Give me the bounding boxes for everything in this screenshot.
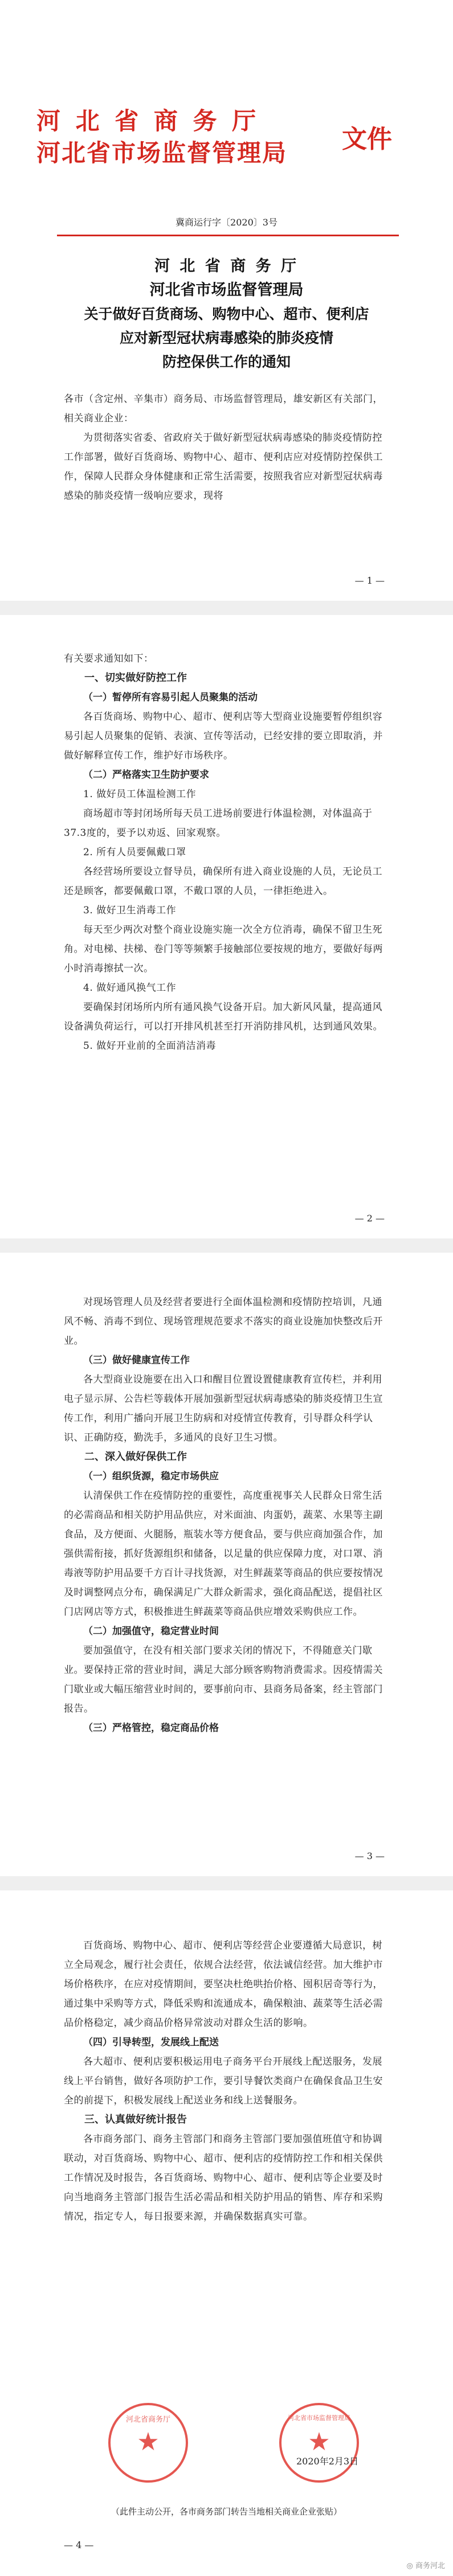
paragraph: 百货商场、购物中心、超市、便利店等经营企业要遵循大局意识，树立全局观念，履行社会责任，依规合法经营，依法诚信经营。加大维护市场价格秩序，在应对疫情期间，要坚决杜绝哄抬价格、囤积居奇等行为，通过集中采购等方式，降低采购和流通成本，确保粮油、蔬菜等生活必需品价格稳定，减少商品价格异常波动对群众生活的影响。 — [64, 1940, 383, 2029]
intro-paragraph: 为贯彻落实省委、省政府关于做好新型冠状病毒感染的肺炎疫情防控工作部署，做好百货商场、购物中心、超市、便利店应对疫情防控保供工作，保障人民群众身体健康和正常生活需要，按照我省应对新型冠状病毒感染的肺炎疫情一级响应要求，现将 — [64, 432, 383, 502]
title-line-5: 防控保供工作的通知 — [162, 354, 291, 370]
official-seal-left — [108, 2403, 188, 2483]
document-number: 冀商运行字〔2020〕3号 — [176, 217, 277, 228]
subsection-heading: （二）加强值守，稳定营业时间 — [83, 1626, 219, 1637]
issuer-org-line-1: 河 北 省 商 务 厅 — [36, 107, 260, 135]
paragraph: 商场超市等封闭场所每天员工进场前要进行体温检测，对体温高于37.3度的，要予以劝返、回家观察。 — [64, 808, 373, 839]
page-1-body — [64, 389, 391, 506]
page-4-body — [64, 1936, 391, 2226]
page-2-body — [64, 649, 391, 1056]
paragraph: 认清保供工作在疫情防控的重要性，高度重视事关人民群众日常生活的必需商品和相关防护用品供应，对米面油、肉蛋奶，蔬菜、水果等主副食品，及方便面、火腿肠，瓶装水等方便食品，要与供应商加强合作，加强供需衔接，抓好货源组织和储备，以足量的供应保障力度，对口罩、消毒液等防护用品要千方百计寻找货源，对生鲜蔬菜等商品的供应要按情况及时调整网点分布，确保满足广大群众新需求，强化商品配送，提倡社区门店网店等方式，积极推进生鲜蔬菜等商品供应增效采购供应工作。 — [64, 1490, 383, 1618]
subsection-heading: （三）严格管控，稳定商品价格 — [83, 1722, 219, 1734]
issue-date: 2020年2月3日 — [296, 2456, 359, 2467]
paragraph: 要确保封闭场所内所有通风换气设备开启。加大新风风量，提高通风设备满负荷运行，可以打开排风机甚至打开消防排风机，达到通风效果。 — [64, 1002, 383, 1032]
section-heading: 一、切实做好防控工作 — [84, 672, 187, 684]
item-heading: 3. 做好卫生消毒工作 — [83, 905, 177, 916]
page-gap — [0, 601, 453, 615]
item-heading: 5. 做好开业前的全面消洁消毒 — [83, 1040, 217, 1052]
item-heading: 4. 做好通风换气工作 — [83, 982, 177, 994]
page-gap — [0, 1876, 453, 1890]
page-4 — [0, 1890, 453, 2576]
seal-left-text: 河北省商务厅 — [125, 2415, 170, 2424]
star-icon: ★ — [308, 2427, 330, 2456]
paragraph: 各大超市、便利店要积极运用电子商务平台开展线上配送服务，发展线上平台销售，做好各项防护工作，要引导餐饮类商户在确保食品卫生安全的前提下，积极发展线上配送业务和线上送餐服务。 — [64, 2056, 383, 2106]
document-word: 文件 — [342, 125, 392, 154]
item-heading: 2. 所有人员要佩戴口罩 — [83, 847, 186, 858]
distribution-note: （此件主动公开，各市商务部门转告当地相关商业企业张贴） — [111, 2507, 342, 2517]
star-icon: ★ — [137, 2427, 160, 2456]
official-seal-right — [279, 2403, 359, 2483]
page-3-body — [64, 1293, 391, 1738]
title-line-2: 河北省市场监督管理局 — [149, 281, 304, 299]
page-number: — 1 — — [354, 575, 385, 586]
paragraph: 每天至少两次对整个商业设施实施一次全方位消毒，确保不留卫生死角。对电梯、扶梯、卷门等等频繁手接触部位要按规的地方，要做好每两小时消毒擦拭一次。 — [64, 924, 383, 974]
title-line-4: 应对新型冠状病毒感染的肺炎疫情 — [119, 330, 333, 346]
seal-right-text: 河北省市场监督管理局 — [288, 2414, 350, 2422]
lead-text: 有关要求通知如下： — [64, 653, 154, 664]
red-divider — [57, 235, 399, 236]
account-watermark: ◎ 商务河北 — [406, 2562, 445, 2570]
page-3 — [0, 1253, 453, 1876]
subsection-heading: （一）组织货源，稳定市场供应 — [83, 1471, 219, 1482]
paragraph: 各经营场所要设立督导员，确保所有进入商业设施的人员，无论员工还是顾客，都要佩戴口罩，不戴口罩的人员，一律拒绝进入。 — [64, 866, 382, 897]
page-2 — [0, 615, 453, 1238]
subsection-heading: （四）引导转型，发展线上配送 — [83, 2037, 219, 2048]
paragraph: 对现场管理人员及经营者要进行全面体温检测和疫情防控培训，凡通风不畅、消毒不到位、现场管理规范要求不落实的商业设施加快整改后开业。 — [64, 1297, 383, 1347]
item-heading: 1. 做好员工体温检测工作 — [83, 789, 197, 800]
subsection-heading: （一）暂停所有容易引起人员聚集的活动 — [83, 692, 258, 703]
subsection-heading: （二）严格落实卫生防护要求 — [83, 769, 209, 781]
paragraph: 要加强值守，在没有相关部门要求关闭的情况下，不得随意关门歇业。要保持正常的营业时间，满足大部分顾客购物消费需求。因疫情需关门歇业或大幅压缩营业时间的，要事前向市、县商务局备案，经主管部门报告。 — [64, 1645, 383, 1714]
subsection-heading: （三）做好健康宣传工作 — [83, 1355, 190, 1366]
page-gap — [0, 1238, 453, 1253]
page-number: — 4 — — [64, 2540, 94, 2550]
title-line-1: 河 北 省 商 务 厅 — [154, 257, 299, 275]
title-line-3: 关于做好百货商场、购物中心、超市、便利店 — [84, 306, 369, 322]
paragraph: 各市商务部门、商务主管部门和商务主管部门要加强值班值守和协调联动，对百货商场、购物中心、超市、便利店的疫情防控工作和相关保供工作情况及时报告，各百货商场、购物中心、超市、便利店等企业要及时向当地商务主管部门报告生活必需品和相关防护用品的销售、库存和采购情况，指定专人，每日报要来源，并确保数据真实可靠。 — [64, 2134, 383, 2222]
paragraph: 各百货商场、购物中心、超市、便利店等大型商业设施要暂停组织容易引起人员聚集的促销、表演、宣传等活动，已经安排的要立即取消，并做好解释宣传工作，维护好市场秩序。 — [64, 711, 383, 761]
page-number: — 2 — — [354, 1213, 385, 1224]
page-1 — [0, 0, 453, 601]
paragraph: 各大型商业设施要在出入口和醒目位置设置健康教育宣传栏，并利用电子显示屏、公告栏等载体开展加强新型冠状病毒感染的肺炎疫情卫生宣传工作，利用广播向开展卫生防病和对疫情宣传教育，引导群众科学认识、正确防疫，勤洗手，多通风的良好卫生习惯。 — [64, 1374, 383, 1443]
issuer-org-line-2: 河北省市场监督管理局 — [36, 139, 288, 167]
addressee: 各市（含定州、辛集市）商务局、市场监督管理局，雄安新区有关部门，相关商业企业： — [64, 393, 383, 424]
page-number: — 3 — — [354, 1851, 385, 1861]
section-heading: 三、认真做好统计报告 — [84, 2114, 187, 2126]
section-heading: 二、深入做好保供工作 — [84, 1451, 187, 1463]
